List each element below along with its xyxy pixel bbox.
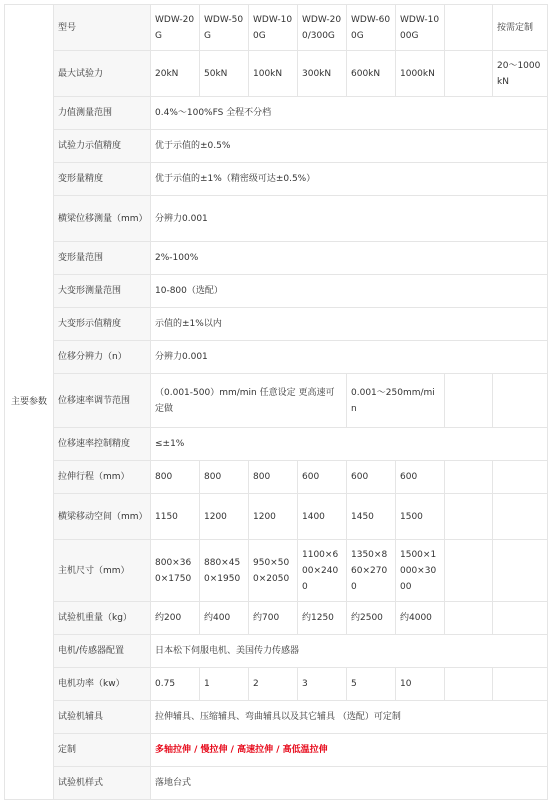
table-cell: [493, 602, 548, 635]
table-cell: 3: [298, 668, 347, 701]
table-cell: 1500×1000×3000: [396, 540, 445, 602]
row-label: 位移速率控制精度: [54, 428, 151, 461]
table-cell: [493, 668, 548, 701]
spec-table: [4, 4, 548, 800]
table-row: [5, 734, 548, 767]
table-cell: 拉伸辅具、压缩辅具、弯曲辅具以及其它辅具 （选配）可定制: [151, 701, 548, 734]
table-cell: [445, 51, 493, 97]
table-cell: 10-800（选配）: [151, 275, 548, 308]
table-cell: [493, 461, 548, 494]
row-label: 试验机样式: [54, 767, 151, 800]
row-label: 横梁位移测量（mm）: [54, 196, 151, 242]
table-cell: 100kN: [249, 51, 298, 97]
table-cell: 优于示值的±1%（精密级可达±0.5%）: [151, 163, 548, 196]
table-cell: ≤±1%: [151, 428, 548, 461]
table-cell: 880×450×1950: [200, 540, 249, 602]
row-label: 试验机辅具: [54, 701, 151, 734]
row-label: 变形量精度: [54, 163, 151, 196]
table-row: [5, 163, 548, 196]
table-cell: 0.75: [151, 668, 200, 701]
table-cell: 2: [249, 668, 298, 701]
table-cell: 1350×860×2700: [347, 540, 396, 602]
table-cell: 约200: [151, 602, 200, 635]
table-cell: [445, 668, 493, 701]
table-cell: [445, 461, 493, 494]
row-label: 大变形测量范围: [54, 275, 151, 308]
table-cell: 0.4%～100%FS 全程不分档: [151, 97, 548, 130]
group-label: 主要参数: [5, 5, 54, 800]
table-cell: WDW-200/300G: [298, 5, 347, 51]
table-cell: 约1250: [298, 602, 347, 635]
table-row: [5, 5, 548, 51]
row-label: 电机功率（kw）: [54, 668, 151, 701]
table-cell: 分辨力0.001: [151, 341, 548, 374]
table-cell: 5: [347, 668, 396, 701]
table-cell: [493, 494, 548, 540]
table-row: [5, 767, 548, 800]
table-cell: [445, 540, 493, 602]
table-cell: 约4000: [396, 602, 445, 635]
table-row: [5, 494, 548, 540]
table-cell: 1: [200, 668, 249, 701]
table-cell: 2%-100%: [151, 242, 548, 275]
table-cell: WDW-50G: [200, 5, 249, 51]
table-cell: WDW-600G: [347, 5, 396, 51]
table-cell: 1500: [396, 494, 445, 540]
table-row: [5, 461, 548, 494]
table-cell: 800: [151, 461, 200, 494]
table-cell: 1400: [298, 494, 347, 540]
table-row: [5, 341, 548, 374]
table-row: [5, 308, 548, 341]
table-cell: 1450: [347, 494, 396, 540]
table-row: [5, 51, 548, 97]
row-label: 主机尺寸（mm）: [54, 540, 151, 602]
row-label: 电机/传感器配置: [54, 635, 151, 668]
row-label: 位移速率调节范围: [54, 374, 151, 428]
table-cell: [493, 374, 548, 428]
table-cell: 10: [396, 668, 445, 701]
table-cell: 600: [298, 461, 347, 494]
table-row: [5, 602, 548, 635]
table-cell: [445, 494, 493, 540]
table-cell: 600: [347, 461, 396, 494]
table-cell: [445, 602, 493, 635]
table-cell: 800: [249, 461, 298, 494]
row-label: 试验力示值精度: [54, 130, 151, 163]
table-cell: 600: [396, 461, 445, 494]
row-label: 变形量范围: [54, 242, 151, 275]
table-cell: WDW-1000G: [396, 5, 445, 51]
row-label: 大变形示值精度: [54, 308, 151, 341]
table-row: [5, 196, 548, 242]
table-cell: 1000kN: [396, 51, 445, 97]
table-cell: 约400: [200, 602, 249, 635]
table-cell: 示值的±1%以内: [151, 308, 548, 341]
table-row: [5, 428, 548, 461]
table-cell: 800×360×1750: [151, 540, 200, 602]
row-label: 力值测量范围: [54, 97, 151, 130]
table-cell: 约700: [249, 602, 298, 635]
table-row: [5, 130, 548, 163]
row-label: 定制: [54, 734, 151, 767]
table-cell: 600kN: [347, 51, 396, 97]
table-cell: 按需定制: [493, 5, 548, 51]
row-label: 位移分辨力（n）: [54, 341, 151, 374]
row-label: 横梁移动空间（mm）: [54, 494, 151, 540]
table-cell: 1150: [151, 494, 200, 540]
table-row: [5, 374, 548, 428]
table-cell: [445, 374, 493, 428]
table-cell: 日本松下伺服电机、美国传力传感器: [151, 635, 548, 668]
table-row: [5, 635, 548, 668]
table-cell: 1100×600×2400: [298, 540, 347, 602]
row-label: 最大试验力: [54, 51, 151, 97]
table-cell: 1200: [249, 494, 298, 540]
table-row: [5, 242, 548, 275]
table-cell: 950×500×2050: [249, 540, 298, 602]
customization-options: 多轴拉伸 / 慢拉伸 / 高速拉伸 / 高低温拉伸: [151, 734, 548, 767]
row-label: 试验机重量（kg）: [54, 602, 151, 635]
table-row: [5, 701, 548, 734]
table-row: [5, 97, 548, 130]
table-cell: 800: [200, 461, 249, 494]
table-cell: 约2500: [347, 602, 396, 635]
table-cell: 0.001～250mm/min: [347, 374, 445, 428]
table-row: [5, 540, 548, 602]
table-cell: 1200: [200, 494, 249, 540]
table-cell: （0.001-500）mm/min 任意设定 更高速可定做: [151, 374, 347, 428]
table-cell: 300kN: [298, 51, 347, 97]
table-cell: [445, 5, 493, 51]
table-cell: 50kN: [200, 51, 249, 97]
table-cell: 20～1000kN: [493, 51, 548, 97]
table-cell: WDW-20G: [151, 5, 200, 51]
table-row: [5, 668, 548, 701]
table-cell: [493, 540, 548, 602]
table-cell: 落地台式: [151, 767, 548, 800]
table-row: [5, 275, 548, 308]
table-cell: 优于示值的±0.5%: [151, 130, 548, 163]
row-label: 拉伸行程（mm）: [54, 461, 151, 494]
table-cell: WDW-100G: [249, 5, 298, 51]
table-cell: 20kN: [151, 51, 200, 97]
table-cell: 分辨力0.001: [151, 196, 548, 242]
row-label: 型号: [54, 5, 151, 51]
